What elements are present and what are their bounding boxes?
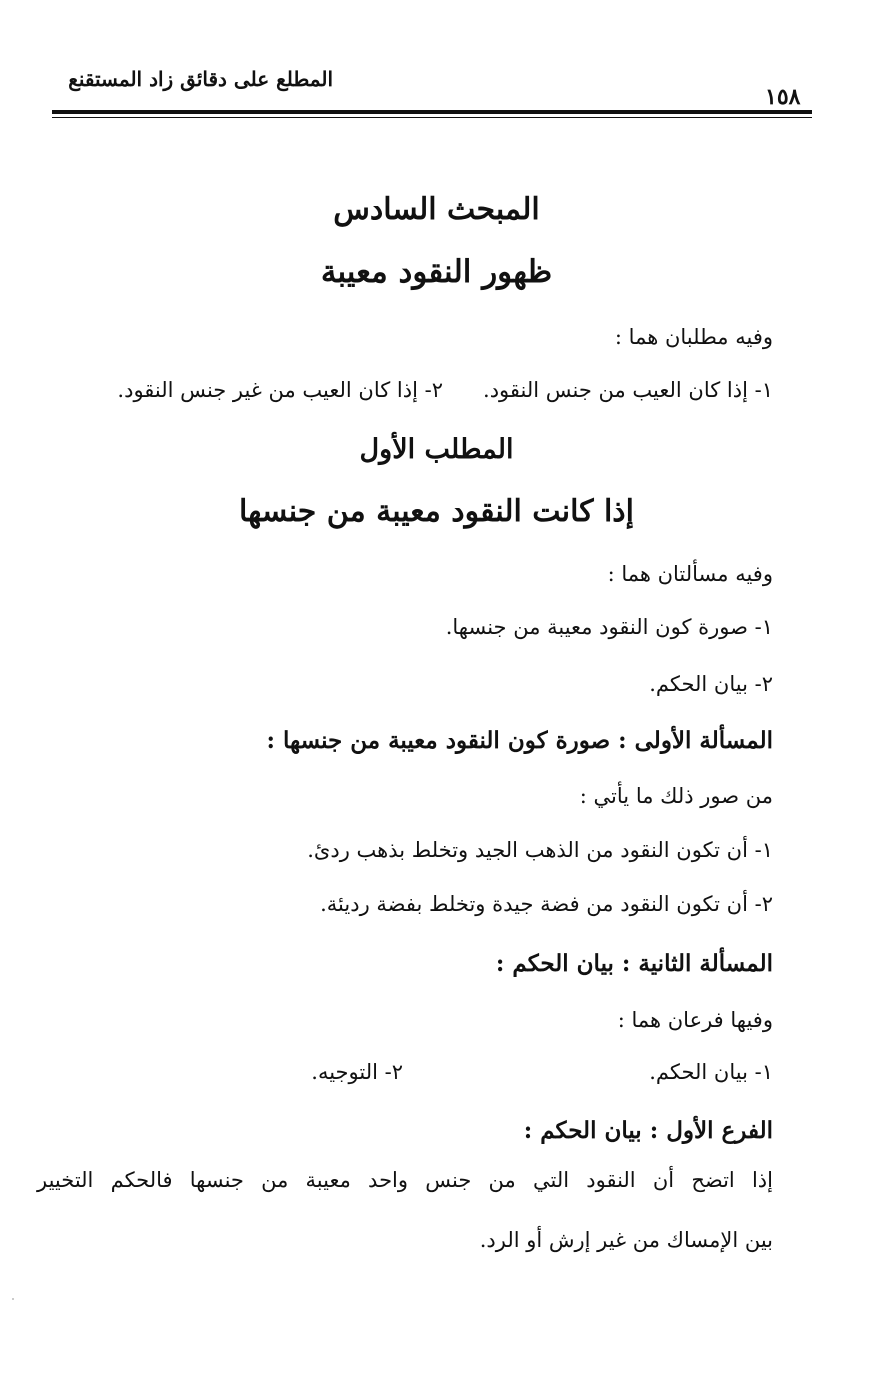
- issue2-item-2: ٢- التوجيه.: [311, 1060, 403, 1084]
- sub-item-1: ١- صورة كون النقود معيبة من جنسها.: [445, 615, 773, 639]
- issue2-intro: وفيها فرعان هما :: [617, 1008, 773, 1032]
- issue1-heading: المسألة الأولى : صورة كون النقود معيبة من جنسها :: [266, 727, 773, 754]
- sub-intro-line: وفيه مسألتان هما :: [607, 562, 773, 586]
- page-number: ١٥٨: [765, 84, 801, 110]
- section-heading: المبحث السادس: [333, 192, 540, 227]
- section-title: ظهور النقود معيبة: [320, 254, 553, 290]
- subsection-title: إذا كانت النقود معيبة من جنسها: [238, 494, 634, 529]
- paragraph-line-1: إذا اتضح أن النقود التي من جنس واحد معيبة من جنسها فالحكم التخيير: [37, 1168, 773, 1192]
- issue2-heading: المسألة الثانية : بيان الحكم :: [495, 950, 773, 977]
- intro-item-1: ١- إذا كان العيب من جنس النقود.: [483, 378, 773, 402]
- paragraph-line-2: بين الإمساك من غير إرش أو الرد.: [479, 1228, 773, 1252]
- header-rule-thick: [52, 110, 812, 114]
- issue1-item-1: ١- أن تكون النقود من الذهب الجيد وتخلط بذهب ردئ.: [307, 838, 773, 862]
- header-rule-thin: [52, 117, 812, 118]
- intro-line: وفيه مطلبان هما :: [614, 325, 773, 349]
- issue1-item-2: ٢- أن تكون النقود من فضة جيدة وتخلط بفضة رديئة.: [320, 892, 773, 916]
- sub-item-2: ٢- بيان الحكم.: [649, 672, 773, 696]
- branch1-heading: الفرع الأول : بيان الحكم :: [523, 1117, 773, 1144]
- issue1-intro: من صور ذلك ما يأتي :: [579, 784, 773, 808]
- issue2-item-1: ١- بيان الحكم.: [649, 1060, 773, 1084]
- running-header-title: المطلع على دقائق زاد المستقنع: [68, 67, 333, 91]
- subsection-heading: المطلب الأول: [359, 434, 514, 465]
- scan-speck: [12, 1298, 14, 1300]
- intro-item-2: ٢- إذا كان العيب من غير جنس النقود.: [117, 378, 443, 402]
